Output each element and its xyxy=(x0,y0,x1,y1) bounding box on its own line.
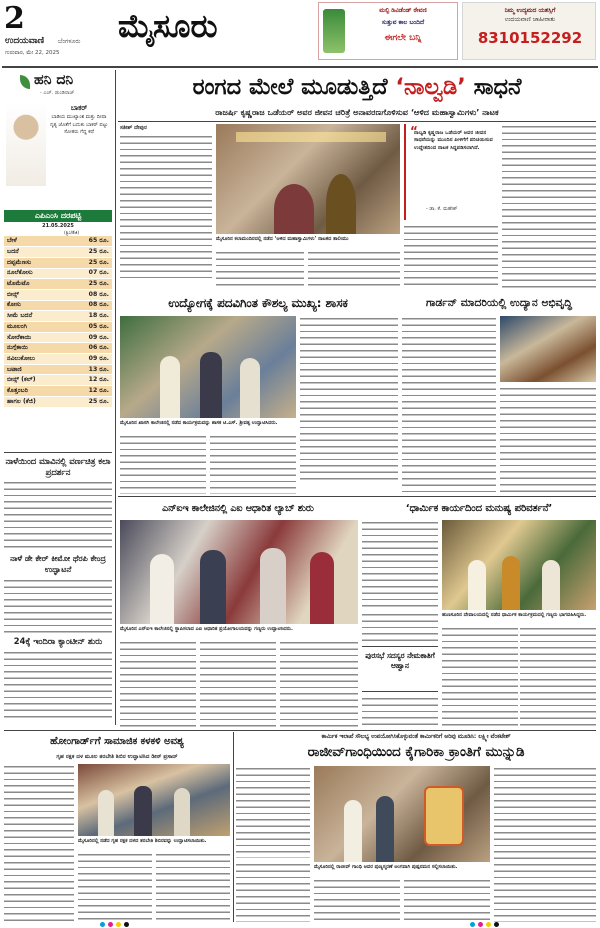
lead-body-col4 xyxy=(404,224,498,290)
story5-body-col2 xyxy=(362,612,438,642)
ad-contact-line2: ಉದಯವಾಣಿ ಜಾಹೀರಾತು xyxy=(504,16,556,23)
hanidani-box xyxy=(4,70,112,208)
rate-item-name: ನೂಲೆಕೋಸು xyxy=(4,268,66,279)
black-dot-icon xyxy=(124,922,129,927)
rate-item-value: 09 ರೂ. xyxy=(66,332,113,343)
story6-photo xyxy=(78,764,230,836)
rate-item-name: ಬೀನ್ಸ್ (ಕಲ್) xyxy=(4,375,66,386)
lead-subhead: ರಾಜರ್ಷಿ ಕೃಷ್ಣರಾಜ ಒಡೆಯರ್ ಅವರ ಜೀವನ ಚರಿತ್ರೆ ಅನಾವರಣಗೊಳಿಸುವ ‘ಆಳಿದ ಮಹಾಸ್ವಾಮಿಗಳು’ ನಾಟಕ xyxy=(215,107,499,117)
caricature-image xyxy=(6,102,46,186)
rates-date: 21.05.2025 xyxy=(42,223,74,229)
person-figure xyxy=(98,790,114,836)
rate-row xyxy=(4,343,112,354)
lead-headline xyxy=(118,72,596,102)
rate-item-name: ಕೊತ್ತಂಬರಿ xyxy=(4,386,66,397)
lead-byline: ಸತೀಶ್ ದೇಪುರ xyxy=(120,125,147,131)
story2-body-col2 xyxy=(120,434,206,494)
story7-body-col3 xyxy=(314,878,400,922)
rate-item-name: ಕೋಸು xyxy=(4,300,66,311)
story3-headline: ಗಾರ್ಡನ್ ಮಾದರಿಯಲ್ಲಿ ಉದ್ಯಾನ ಅಭಿವೃದ್ಧಿ xyxy=(426,297,572,309)
story4-headline: ಎನ್‌ಐಇ ಕಾಲೇಜಿನಲ್ಲಿ ಎಐ ಆಧಾರಿತ ಲ್ಯಾಬ್ ಶುರು xyxy=(162,503,314,514)
black-dot-icon xyxy=(494,922,499,927)
hanidani-poem: ಬಾಡಿಯ ಮುಖ್ಯಾಂಶ ಮತ್ತು ದೀಪಾ ನೃತ್ಯ ಜೊತೆಗೆ ಬದುಕು ಬಾಕರ್ ಪಟ್ಟು ಸೋತರು ಗೆದ್ದ ಕಥೆ xyxy=(50,114,108,135)
rates-table-wrap xyxy=(4,236,112,408)
rate-item-name: ಬೇಳೆ xyxy=(4,236,66,247)
rates-title: ಎಪಿಎಂಸಿ ದರಪಟ್ಟಿ xyxy=(4,210,112,222)
performer-figure xyxy=(274,184,314,234)
magenta-dot-icon xyxy=(478,922,483,927)
ad-contact-phone: 8310152292 xyxy=(477,29,583,47)
rate-item-name: ಬಟಾಣಿ xyxy=(4,364,66,375)
lead-photo xyxy=(216,124,400,234)
ad-bank-line2: ಸುತ್ತುವ ಕಾಲ ಬಂದಿದೆ xyxy=(381,19,425,26)
story2-body-col1 xyxy=(300,316,398,480)
story5-headline: ‘ಧಾರ್ಮಿಕ ಕಾರ್ಯದಿಂದ ಮನುಷ್ಯ ಪರಿವರ್ತನೆ’ xyxy=(405,503,553,514)
story3-body-col2 xyxy=(500,386,596,492)
rate-item-name: ಬೀನ್ಸ್ xyxy=(4,289,66,300)
story2-headline: ಉದ್ಯೋಗಕ್ಕೆ ಪದವಿಗಿಂತ ಕೌಶಲ್ಯ ಮುಖ್ಯ: ಶಾಸಕ xyxy=(168,296,348,310)
person-figure xyxy=(542,560,560,610)
paper-name: ಉದಯವಾಣಿ xyxy=(5,36,45,46)
rate-item-value: 18 ರೂ. xyxy=(66,311,113,322)
rate-row xyxy=(4,332,112,343)
divider-mid xyxy=(118,496,596,497)
rate-item-value: 25 ರೂ. xyxy=(66,279,113,290)
left-story-2 xyxy=(4,552,112,632)
rate-row xyxy=(4,386,112,397)
person-figure xyxy=(240,358,260,418)
story7-body-col1 xyxy=(236,766,310,858)
rate-item-value: 12 ರೂ. xyxy=(66,386,113,397)
person-figure xyxy=(260,548,286,624)
person-figure xyxy=(200,352,222,418)
rate-item-name: ಬದನೆ xyxy=(4,247,66,258)
story7-caption: ಮೈಸೂರಿನಲ್ಲಿ ರಾಜೀವ್ ಗಾಂಧಿ ಅವರ ಪುಣ್ಯಸ್ಮರಣೆ ಅಂಗವಾಗಿ ಪುಷ್ಪನಮನ ಸಲ್ಲಿಸಲಾಯಿತು. xyxy=(314,864,458,870)
person-figure xyxy=(376,796,394,862)
rate-row xyxy=(4,322,112,333)
rate-row xyxy=(4,364,112,375)
lead-headline-part3: ಸಾಧನೆ xyxy=(465,74,522,100)
lead-body-col2 xyxy=(216,250,304,290)
person-figure xyxy=(150,554,174,624)
left-story-1 xyxy=(4,452,112,550)
story2-body-col3 xyxy=(210,434,296,494)
story4-caption: ಮೈಸೂರಿನ ಎನ್‌ಐಇ ಕಾಲೇಜಿನಲ್ಲಿ ಸ್ಥಾಪಿಸಲಾದ ಎಐ ಆಧಾರಿತ ಪ್ರಯೋಗಾಲಯವನ್ನು ಗಣ್ಯರು ಉದ್ಘಾಟಿಸಿದರು. xyxy=(120,626,293,632)
hanidani-author: - ಎಚ್. ಡುಂಡಿರಾಜ್ xyxy=(40,90,75,96)
rate-item-name: ಹಾಗಲ (ಕೆಜಿ) xyxy=(4,396,66,407)
rate-row xyxy=(4,236,112,247)
story6-caption: ಮೈಸೂರಿನಲ್ಲಿ ನಡೆದ ಗೃಹ ರಕ್ಷಕ ದಳದ ತರಬೇತಿ ಶಿಬಿರವನ್ನು ಉದ್ಘಾಟಿಸಲಾಯಿತು. xyxy=(78,838,207,844)
divider xyxy=(4,452,112,453)
ad-contact-line1: ನಿಮ್ಮ ಉದ್ಯಮದ ಯಶಸ್ಸಿಗೆ xyxy=(504,7,556,14)
rate-item-name: ಟೊಮೆಟೊ xyxy=(4,279,66,290)
rate-item-name: ಸೀಮೆ ಬದನೆ xyxy=(4,311,66,322)
leaf-icon xyxy=(20,75,30,89)
rate-row xyxy=(4,279,112,290)
rate-item-value: 08 ರೂ. xyxy=(66,300,113,311)
ad-bank-line3: ಈಗಲೇ ಬನ್ನಿ xyxy=(384,33,422,43)
story4-body-col2 xyxy=(200,640,276,728)
lead-body-col5 xyxy=(502,124,596,290)
story2-photo xyxy=(120,316,296,418)
masthead-divider xyxy=(2,66,598,68)
story7-photo xyxy=(314,766,490,862)
story5-body-col4 xyxy=(442,626,518,728)
rate-item-value: 08 ರೂ. xyxy=(66,289,113,300)
yellow-dot-icon xyxy=(486,922,491,927)
rate-item-value: 06 ರೂ. xyxy=(66,343,113,354)
rate-item-name: ನುಗ್ಗೆಕಾಯಿ xyxy=(4,343,66,354)
page-number: 2 xyxy=(4,1,25,36)
lead-rule xyxy=(118,121,596,122)
person-figure xyxy=(502,556,520,610)
phone-graphic-icon xyxy=(323,9,345,53)
story5-box xyxy=(362,646,438,692)
cyan-dot-icon xyxy=(470,922,475,927)
left-story-3 xyxy=(4,634,112,726)
rate-item-value: 07 ರೂ. xyxy=(66,268,113,279)
rate-row xyxy=(4,289,112,300)
stage-lights xyxy=(236,132,386,142)
rate-row xyxy=(4,257,112,268)
rate-item-name: ಮೂಲಂಗಿ xyxy=(4,322,66,333)
rate-row xyxy=(4,354,112,365)
rate-item-value: 09 ರೂ. xyxy=(66,354,113,365)
rate-row xyxy=(4,375,112,386)
lead-quote-text: ನಾಲ್ವಡಿ ಕೃಷ್ಣರಾಜ ಒಡೆಯರ್ ಅವರ ಜೀವನ ಸಾಧನೆಯನ್ನು ಮುಂದಿನ ಪೀಳಿಗೆಗೆ ಪರಿಚಯಿಸುವ ಉದ್ದೇಶದಿಂದ ನಾಟಕ ಸಿದ್ಧಪಡಿಸಲಾಗಿದೆ. xyxy=(414,130,493,151)
story5-box-text: ಪುರಸಭೆ ಸದಸ್ಯರ ನೇಮಕಾತಿಗೆ ಆಹ್ವಾನ xyxy=(365,651,435,670)
rate-item-value: 25 ರೂ. xyxy=(66,396,113,407)
person-figure xyxy=(468,560,486,610)
story6-body-col1 xyxy=(4,764,74,922)
left-story-2-body xyxy=(4,578,112,634)
left-story-1-body xyxy=(4,480,112,548)
ad-bank-line1: ಮಲ್ಟಿ ಡಿವಿಡೆಂಡ್ ಠೇವಣಿ xyxy=(379,7,427,14)
lead-body-col1 xyxy=(120,134,212,282)
rate-item-value: 12 ರೂ. xyxy=(66,375,113,386)
rate-item-name: ನವಿಲುಕೋಲು xyxy=(4,354,66,365)
quote-icon: “ xyxy=(410,124,418,138)
lead-body-col3 xyxy=(308,250,400,290)
story3-photo xyxy=(500,316,596,382)
rate-item-value: 13 ರೂ. xyxy=(66,364,113,375)
lead-quote-by: - ಡಾ. ಕೆ. ಮಹೇಶ್ xyxy=(426,206,458,212)
story6-body-col3 xyxy=(156,852,230,922)
masthead-ad-contact xyxy=(462,2,596,60)
garlanded-portrait xyxy=(424,786,464,846)
rate-item-value: 25 ರೂ. xyxy=(66,257,113,268)
rate-row xyxy=(4,300,112,311)
story5-caption: ಹುಣಸೂರಿನ ದೇವಾಲಯದಲ್ಲಿ ನಡೆದ ಧಾರ್ಮಿಕ ಕಾರ್ಯಕ್ರಮದಲ್ಲಿ ಗಣ್ಯರು ಭಾಗವಹಿಸಿದ್ದರು. xyxy=(442,612,587,618)
rate-item-value: 65 ರೂ. xyxy=(66,236,113,247)
rate-row xyxy=(4,247,112,258)
story7-body-col5 xyxy=(494,766,596,922)
lead-photo-caption: ಮೈಸೂರಿನ ಕಲಾಮಂದಿರದಲ್ಲಿ ನಡೆದ ‘ಆಳಿದ ಮಹಾಸ್ವಾಮಿಗಳು’ ನಾಟಕದ ತಾಲೀಮು xyxy=(216,236,349,242)
person-figure xyxy=(200,550,226,624)
left-column-divider xyxy=(115,70,116,725)
person-figure xyxy=(174,788,190,836)
left-story-3-headline: 24ಕ್ಕೆ ಇಂದಿರಾ ಕ್ಯಾಂಟೀನ್ ಶುರು xyxy=(13,636,103,646)
person-figure xyxy=(134,786,152,836)
story5-body-col1 xyxy=(362,520,438,608)
rates-unit: (ಕ್ವಿಂ/ಕೆಜಿ) xyxy=(64,231,80,236)
rate-item-value: 25 ರೂ. xyxy=(66,247,113,258)
rates-table xyxy=(4,236,112,408)
person-figure xyxy=(344,800,362,862)
yellow-dot-icon xyxy=(116,922,121,927)
story4-photo xyxy=(120,520,358,624)
divider-lower xyxy=(4,730,596,731)
masthead-ad-bank xyxy=(318,2,458,60)
performer-figure xyxy=(326,174,356,234)
left-story-3-body xyxy=(4,650,112,720)
story6-headline: ಹೋಂಗಾರ್ಡ್‌ಗೆ ಸಾಮಾಜಿಕ ಕಳಕಳಿ ಅವಶ್ಯ xyxy=(50,736,184,747)
hanidani-title: ಹನಿ ದನಿ xyxy=(34,72,74,88)
story6-subhead: ಗೃಹ ರಕ್ಷಕ ದಳ ಮೂಲ ತರಬೇತಿ ಶಿಬಿರ ಉದ್ಘಾಟಿಸಿದ ಡೀನ್ ಪ್ರಸಾದ್ xyxy=(56,754,178,760)
left-story-1-headline: ನಾಳೆಯಿಂದ ಮಾವಿನಲ್ಲಿ ವರ್ಣಚಿತ್ರ ಕಲಾ ಪ್ರದರ್ಶನ xyxy=(5,456,111,477)
section-title: ಮೈಸೂರು xyxy=(118,7,218,45)
story4-body-col3 xyxy=(280,640,358,728)
magenta-dot-icon xyxy=(108,922,113,927)
story7-headline: ರಾಜೀವ್‌ಗಾಂಧಿಯಿಂದ ಕೈಗಾರಿಕಾ ಕ್ರಾಂತಿಗೆ ಮುನ್ನುಡಿ xyxy=(307,745,525,760)
rate-row xyxy=(4,268,112,279)
issue-date: ಗುರುವಾರ, ಮೇ 22, 2025 xyxy=(5,50,60,56)
edition-label: ಬೆಂಗಳೂರು xyxy=(58,38,81,45)
story6-body-col2 xyxy=(78,852,152,922)
left-story-2-headline: ನಾಳೆ ಡೇ ಕೇರ್ ಕೀಮೋ ಥೆರಪಿ ಕೇಂದ್ರ ಉದ್ಘಾಟನೆ xyxy=(10,554,106,574)
rate-item-value: 05 ರೂ. xyxy=(66,322,113,333)
lead-headline-part1: ರಂಗದ ಮೇಲೆ ಮೂಡುತ್ತಿದೆ xyxy=(192,74,396,100)
lead-headline-highlight: ‘ನಾಲ್ವಡಿ’ xyxy=(395,74,466,100)
story5-body-col3 xyxy=(362,696,438,728)
story7-body-col2 xyxy=(236,862,310,922)
rate-row xyxy=(4,396,112,407)
story3-body-col1 xyxy=(402,316,496,492)
rate-row xyxy=(4,311,112,322)
cyan-dot-icon xyxy=(100,922,105,927)
lead-quote-box xyxy=(404,124,498,220)
registration-marks xyxy=(0,922,600,928)
rate-item-name: ದಪ್ಪಮೆಣಸು xyxy=(4,257,66,268)
person-figure xyxy=(160,356,180,418)
apmc-rates xyxy=(4,210,112,450)
story7-body-col4 xyxy=(404,878,490,922)
person-figure xyxy=(310,552,334,624)
rate-item-name: ಸೋರೆಕಾಯಿ xyxy=(4,332,66,343)
story5-photo xyxy=(442,520,596,610)
bottom-column-divider xyxy=(233,732,234,922)
story2-caption: ಮೈಸೂರಿನ ಖಾಸಗಿ ಕಾಲೇಜಿನಲ್ಲಿ ನಡೆದ ಕಾರ್ಯಕ್ರಮವನ್ನು ಶಾಸಕ ಟಿ.ಎಸ್. ಶ್ರೀವತ್ಸ ಉದ್ಘಾಟಿಸಿದರು. xyxy=(120,420,278,426)
story5-body-col5 xyxy=(520,626,596,728)
masthead xyxy=(0,0,600,72)
story4-body-col1 xyxy=(120,640,196,728)
story7-kicker: ಕಾರ್ಮಿಕ ಇಲಾಖೆ ಸೌಲಭ್ಯ ಉಪಯೋಗಿಸಿಕೊಳ್ಳುವಂತೆ ಕಾರ್ಮಿಕರಿಗೆ ಅರಿವು ಮೂಡಿಸಿ: ಲಕ್ಷ್ಮೀ ವೆಂಕಟೇಶ್ xyxy=(321,734,511,740)
hanidani-poem-title: ಬಾಕರ್ xyxy=(70,104,88,112)
